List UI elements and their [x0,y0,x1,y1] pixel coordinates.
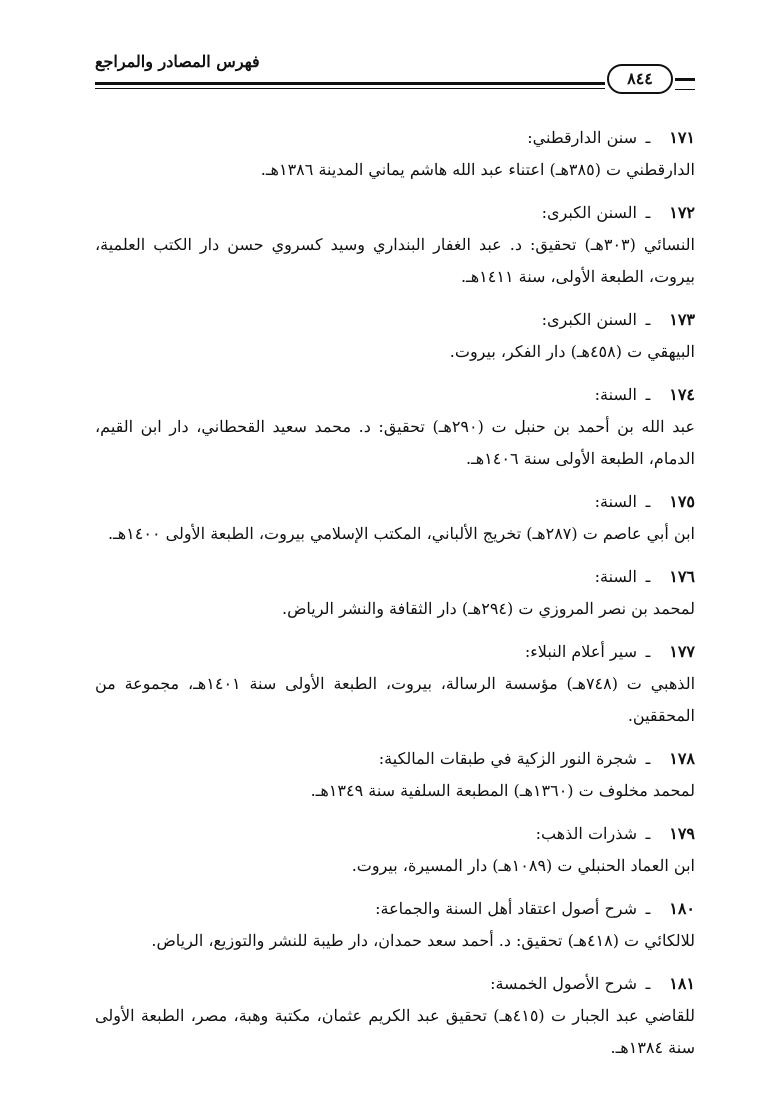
entry-heading [95,818,695,850]
entry-heading [95,743,695,775]
entry-title: السنة: [594,492,637,511]
entry-number: ١٧٢ [669,203,695,222]
entry-body: للالكائي ت (٤١٨هـ) تحقيق: د. أحمد سعد حمدان، دار طيبة للنشر والتوزيع، الرياض. [151,931,695,950]
bibliography-entry [95,122,695,186]
entry-title: السنن الكبرى: [541,310,637,329]
entry-title: سنن الدارقطني: [527,128,637,147]
entry-body: للقاضي عبد الجبار ت (٤١٥هـ) تحقيق عبد الكريم عثمان، مكتبة وهبة، مصر، الطبعة الأولى سنة ١٣٨٤هـ. [95,1006,695,1057]
entry-title: السنة: [594,567,637,586]
entry-number: ١٧٦ [669,567,695,586]
entry-dash: ـ [645,749,651,768]
entry-body: البيهقي ت (٤٥٨هـ) دار الفكر، بيروت. [449,342,695,361]
entry-title: السنن الكبرى: [541,203,637,222]
entry-number: ١٧٣ [669,310,695,329]
entry-dash: ـ [645,974,651,993]
bibliography-entry [95,818,695,882]
entry-number: ١٧٧ [669,642,695,661]
entry-dash: ـ [645,128,651,147]
page-header [95,48,695,94]
entry-body: عبد الله بن أحمد بن حنبل ت (٢٩٠هـ) تحقيق: د. محمد سعيد القحطاني، دار ابن القيم، الدمام، الطبعة الأولى سنة ١٤٠٦هـ. [95,417,695,468]
bibliography-entry [95,561,695,625]
entry-number: ١٧١ [669,128,695,147]
entry-dash: ـ [645,899,651,918]
bibliography-entry [95,379,695,475]
entry-dash: ـ [645,385,651,404]
entry-body: ابن العماد الحنبلي ت (١٠٨٩هـ) دار المسيرة، بيروت. [351,856,695,875]
entry-title: شجرة النور الزكية في طبقات المالكية: [378,749,637,768]
entry-number: ١٧٨ [669,749,695,768]
bibliography-entry [95,893,695,957]
header-rule-tail [675,78,695,90]
entry-dash: ـ [645,203,651,222]
entry-title: شرح أصول اعتقاد أهل السنة والجماعة: [375,899,637,918]
bibliography-entry [95,636,695,732]
entry-body: الدارقطني ت (٣٨٥هـ) اعتناء عبد الله هاشم يماني المدينة ١٣٨٦هـ. [260,160,695,179]
entry-body: الذهبي ت (٧٤٨هـ) مؤسسة الرسالة، بيروت، الطبعة الأولى سنة ١٤٠١هـ، مجموعة من المحققين. [95,674,696,725]
entry-heading [95,379,695,411]
bibliography-entry [95,304,695,368]
entry-dash: ـ [645,567,651,586]
entry-body: النسائي (٣٠٣هـ) تحقيق: د. عبد الغفار البنداري وسيد كسروي حسن دار الكتب العلمية، بيروت، الطبعة الأولى، سنة ١٤١١هـ. [95,235,695,286]
entry-number: ١٨١ [669,974,695,993]
entry-dash: ـ [645,824,651,843]
entry-dash: ـ [645,492,651,511]
entry-number: ١٧٥ [669,492,695,511]
entry-heading [95,486,695,518]
entry-title: شرح الأصول الخمسة: [490,974,637,993]
entry-heading [95,304,695,336]
bibliography-list [95,122,695,1075]
entry-heading [95,636,695,668]
entry-number: ١٧٤ [669,385,695,404]
entry-heading [95,561,695,593]
page-number: ٨٤٤ [607,64,673,94]
entry-number: ١٧٩ [669,824,695,843]
entry-title: شذرات الذهب: [535,824,637,843]
running-header-title: فهرس المصادر والمراجع [95,52,260,71]
bibliography-entry [95,197,695,293]
header-rule-thick [95,82,605,85]
entry-body: لمحمد مخلوف ت (١٣٦٠هـ) المطبعة السلفية سنة ١٣٤٩هـ. [310,781,695,800]
entry-heading [95,197,695,229]
entry-body: ابن أبي عاصم ت (٢٨٧هـ) تخريج الألباني، المكتب الإسلامي بيروت، الطبعة الأولى ١٤٠٠هـ. [107,524,695,543]
header-rule-thin [95,88,605,89]
entry-heading [95,893,695,925]
bibliography-entry [95,743,695,807]
entry-title: السنة: [594,385,637,404]
entry-dash: ـ [645,642,651,661]
entry-number: ١٨٠ [669,899,695,918]
entry-body: لمحمد بن نصر المروزي ت (٢٩٤هـ) دار الثقافة والنشر الرياض. [281,599,695,618]
entry-heading [95,122,695,154]
entry-title: سير أعلام النبلاء: [524,642,637,661]
bibliography-entry [95,486,695,550]
entry-dash: ـ [645,310,651,329]
entry-heading [95,968,695,1000]
bibliography-entry [95,968,695,1064]
